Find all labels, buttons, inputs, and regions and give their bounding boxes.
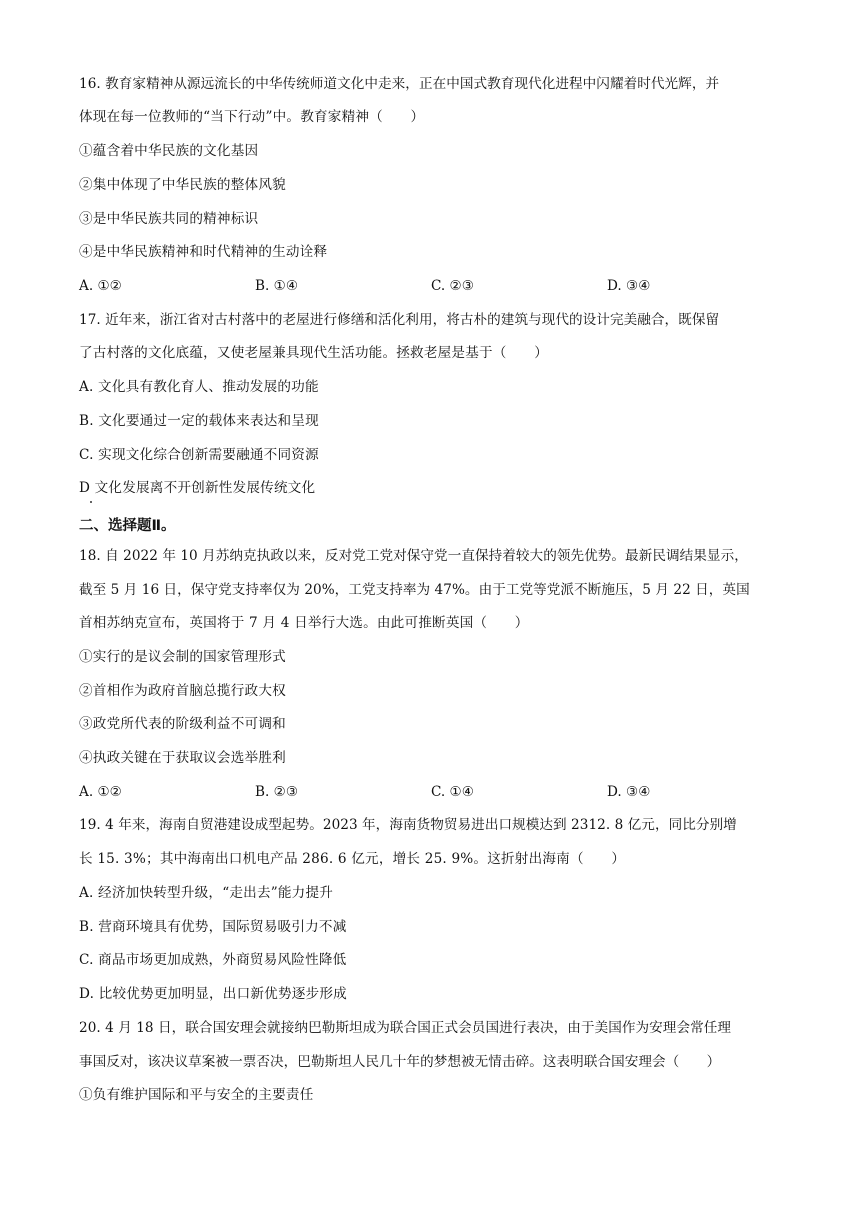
question-16-stem-line-2: 体现在每一位教师的“当下行动”中。教育家精神（ ） — [79, 109, 425, 125]
question-18-stem-line-1: 18. 自 2022 年 10 月苏纳克执政以来，反对党工党对保守党一直保持着较大的领先优势。最新民调结果显示， — [79, 548, 748, 564]
question-19-choice-d: D. 比较优势更加明显，出口新优势逐步形成 — [79, 986, 347, 1002]
question-16-item-3: ③是中华民族共同的精神标识 — [79, 211, 259, 227]
question-18-item-3: ③政党所代表的阶级利益不可调和 — [79, 716, 286, 732]
question-16-option-a: A. ①② — [79, 278, 122, 294]
question-19-choice-c: C. 商品市场更加成熟，外商贸易风险性降低 — [79, 952, 347, 968]
question-19-choice-a: A. 经济加快转型升级，“走出去”能力提升 — [79, 885, 334, 901]
question-16-option-d: D. ③④ — [607, 278, 651, 294]
section-heading: 二、选择题Ⅱ。 — [79, 518, 176, 534]
question-18-item-1: ①实行的是议会制的国家管理形式 — [79, 649, 286, 665]
question-16-stem-line-1: 16. 教育家精神从源远流长的中华传统师道文化中走来，正在中国式教育现代化进程中闪耀着时代光辉，并 — [79, 76, 720, 92]
question-18-item-4: ④执政关键在于获取议会选举胜利 — [79, 750, 286, 766]
question-16-option-b: B. ①④ — [255, 278, 299, 294]
stray-dot-mark — [90, 501, 92, 503]
question-16-option-c: C. ②③ — [431, 278, 474, 294]
question-18-option-c: C. ①④ — [431, 784, 474, 800]
question-17-choice-c: C. 实现文化综合创新需要融通不同资源 — [79, 447, 319, 463]
question-20-item-1: ①负有维护国际和平与安全的主要责任 — [79, 1087, 314, 1103]
question-19-stem-line-2: 长 15. 3%；其中海南出口机电产品 286. 6 亿元，增长 25. 9%。这折射出海南（ ） — [79, 851, 626, 867]
question-18-stem-line-3: 首相苏纳克宣布，英国将于 7 月 4 日举行大选。由此可推断英国（ ） — [79, 615, 529, 631]
question-18-item-2: ②首相作为政府首脑总揽行政大权 — [79, 683, 286, 699]
question-20-stem-line-2: 事国反对，该决议草案被一票否决，巴勒斯坦人民几十年的梦想被无情击碎。这表明联合国安理会（ ） — [79, 1054, 721, 1070]
question-16-item-2: ②集中体现了中华民族的整体风貌 — [79, 177, 286, 193]
question-16-item-1: ①蕴含着中华民族的文化基因 — [79, 143, 259, 159]
question-18-option-d: D. ③④ — [607, 784, 651, 800]
question-19-stem-line-1: 19. 4 年来，海南自贸港建设成型起势。2023 年，海南货物贸易进出口规模达到 2312. 8 亿元，同比分别增 — [79, 817, 737, 833]
question-18-option-b: B. ②③ — [255, 784, 299, 800]
question-17-choice-d: D 文化发展离不开创新性发展传统文化 — [79, 480, 316, 496]
question-17-stem-line-2: 了古村落的文化底蕴，又使老屋兼具现代生活功能。拯救老屋是基于（ ） — [79, 345, 548, 361]
question-17-stem-line-1: 17. 近年来，浙江省对古村落中的老屋进行修缮和活化利用，将古朴的建筑与现代的设计完美融合，既保留 — [79, 312, 720, 328]
question-19-choice-b: B. 营商环境具有优势，国际贸易吸引力不减 — [79, 919, 347, 935]
question-17-choice-b: B. 文化要通过一定的载体来表达和呈现 — [79, 413, 319, 429]
question-17-choice-a: A. 文化具有教化育人、推动发展的功能 — [79, 379, 319, 395]
question-16-item-4: ④是中华民族精神和时代精神的生动诠释 — [79, 244, 328, 260]
question-18-stem-line-2: 截至 5 月 16 日，保守党支持率仅为 20%，工党支持率为 47%。由于工党等党派不断施压，5 月 22 日，英国 — [79, 582, 750, 598]
question-20-stem-line-1: 20. 4 月 18 日，联合国安理会就接纳巴勒斯坦成为联合国正式会员国进行表决，由于美国作为安理会常任理 — [79, 1020, 732, 1036]
question-18-option-a: A. ①② — [79, 784, 122, 800]
